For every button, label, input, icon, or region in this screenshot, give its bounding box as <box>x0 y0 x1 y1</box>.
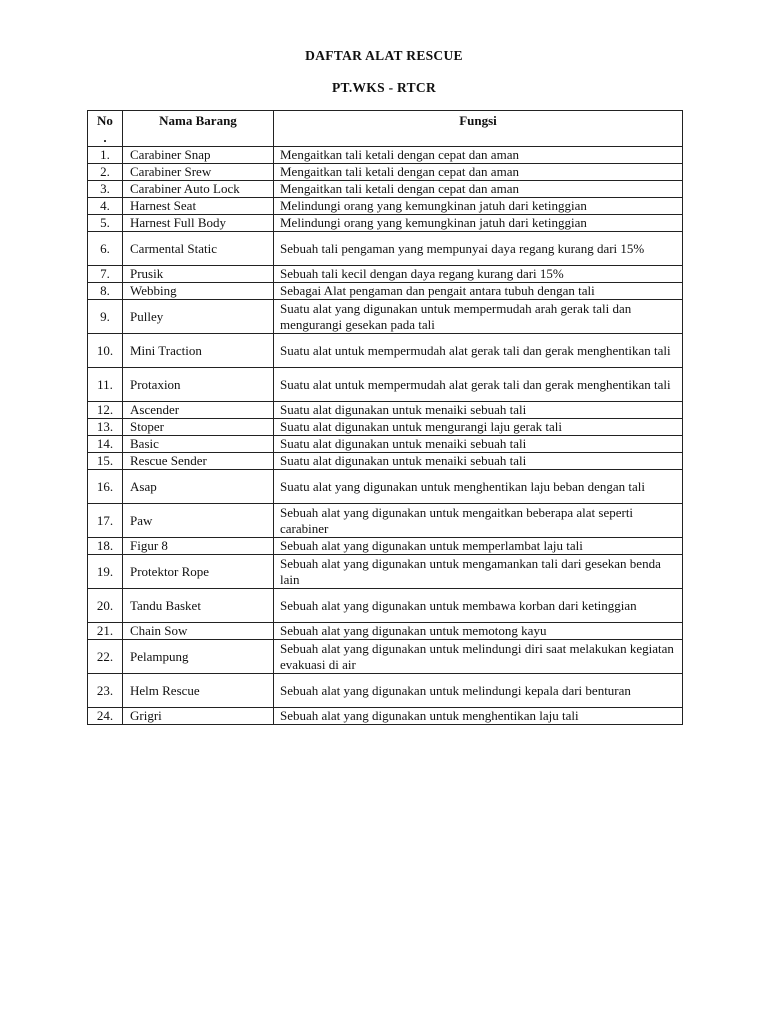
item-name: Grigri <box>123 708 274 725</box>
row-number: 21. <box>88 623 123 640</box>
row-number: 3. <box>88 181 123 198</box>
table-body <box>88 147 683 725</box>
row-number: 17. <box>88 504 123 538</box>
item-name: Stoper <box>123 419 274 436</box>
row-number: 23. <box>88 674 123 708</box>
item-function: Suatu alat yang digunakan untuk mempermudah arah gerak tali dan mengurangi gesekan pada tali <box>274 300 683 334</box>
item-name: Protaxion <box>123 368 274 402</box>
table-row <box>88 215 683 232</box>
item-name: Mini Traction <box>123 334 274 368</box>
rescue-equipment-table <box>87 110 683 725</box>
table-row <box>88 198 683 215</box>
table-row <box>88 453 683 470</box>
row-number: 10. <box>88 334 123 368</box>
header-no <box>88 111 123 147</box>
table-row <box>88 402 683 419</box>
header-name: Nama Barang <box>123 111 274 147</box>
item-function: Sebuah alat yang digunakan untuk melindungi kepala dari benturan <box>274 674 683 708</box>
item-name: Pelampung <box>123 640 274 674</box>
row-number: 24. <box>88 708 123 725</box>
table-row <box>88 538 683 555</box>
item-name: Ascender <box>123 402 274 419</box>
item-function: Melindungi orang yang kemungkinan jatuh dari ketinggian <box>274 198 683 215</box>
table-row <box>88 181 683 198</box>
item-name: Rescue Sender <box>123 453 274 470</box>
item-function: Sebuah alat yang digunakan untuk memperlambat laju tali <box>274 538 683 555</box>
table-row <box>88 300 683 334</box>
item-function: Sebuah tali kecil dengan daya regang kurang dari 15% <box>274 266 683 283</box>
row-number: 1. <box>88 147 123 164</box>
item-name: Harnest Seat <box>123 198 274 215</box>
row-number: 18. <box>88 538 123 555</box>
row-number: 12. <box>88 402 123 419</box>
row-number: 4. <box>88 198 123 215</box>
table-row <box>88 266 683 283</box>
item-name: Carmental Static <box>123 232 274 266</box>
row-number: 11. <box>88 368 123 402</box>
item-function: Sebuah alat yang digunakan untuk memotong kayu <box>274 623 683 640</box>
row-number: 2. <box>88 164 123 181</box>
table-row <box>88 470 683 504</box>
row-number: 20. <box>88 589 123 623</box>
item-function: Sebuah tali pengaman yang mempunyai daya regang kurang dari 15% <box>274 232 683 266</box>
table-row <box>88 436 683 453</box>
table-row <box>88 589 683 623</box>
item-function: Suatu alat digunakan untuk mengurangi laju gerak tali <box>274 419 683 436</box>
item-function: Suatu alat untuk mempermudah alat gerak tali dan gerak menghentikan tali <box>274 334 683 368</box>
item-function: Sebagai Alat pengaman dan pengait antara tubuh dengan tali <box>274 283 683 300</box>
item-function: Suatu alat digunakan untuk menaiki sebuah tali <box>274 436 683 453</box>
item-function: Melindungi orang yang kemungkinan jatuh dari ketinggian <box>274 215 683 232</box>
item-function: Suatu alat digunakan untuk menaiki sebuah tali <box>274 453 683 470</box>
item-name: Asap <box>123 470 274 504</box>
table-row <box>88 147 683 164</box>
item-function: Suatu alat digunakan untuk menaiki sebuah tali <box>274 402 683 419</box>
row-number: 15. <box>88 453 123 470</box>
item-name: Carabiner Snap <box>123 147 274 164</box>
item-name: Harnest Full Body <box>123 215 274 232</box>
item-name: Paw <box>123 504 274 538</box>
table-row <box>88 232 683 266</box>
table-row <box>88 674 683 708</box>
item-function: Sebuah alat yang digunakan untuk menghentikan laju tali <box>274 708 683 725</box>
table-row <box>88 708 683 725</box>
row-number: 14. <box>88 436 123 453</box>
item-name: Tandu Basket <box>123 589 274 623</box>
item-function: Mengaitkan tali ketali dengan cepat dan aman <box>274 164 683 181</box>
item-function: Sebuah alat yang digunakan untuk mengaitkan beberapa alat seperti carabiner <box>274 504 683 538</box>
item-name: Webbing <box>123 283 274 300</box>
table-row <box>88 640 683 674</box>
table-row <box>88 623 683 640</box>
item-function: Suatu alat yang digunakan untuk menghentikan laju beban dengan tali <box>274 470 683 504</box>
item-function: Suatu alat untuk mempermudah alat gerak tali dan gerak menghentikan tali <box>274 368 683 402</box>
item-function: Mengaitkan tali ketali dengan cepat dan aman <box>274 147 683 164</box>
header-function: Fungsi <box>274 111 683 147</box>
item-name: Basic <box>123 436 274 453</box>
row-number: 16. <box>88 470 123 504</box>
table-row <box>88 419 683 436</box>
item-name: Pulley <box>123 300 274 334</box>
table-row <box>88 555 683 589</box>
row-number: 19. <box>88 555 123 589</box>
item-name: Carabiner Auto Lock <box>123 181 274 198</box>
item-function: Sebuah alat yang digunakan untuk membawa korban dari ketinggian <box>274 589 683 623</box>
table-row <box>88 368 683 402</box>
item-name: Figur 8 <box>123 538 274 555</box>
row-number: 8. <box>88 283 123 300</box>
item-name: Carabiner Srew <box>123 164 274 181</box>
row-number: 7. <box>88 266 123 283</box>
row-number: 13. <box>88 419 123 436</box>
item-function: Mengaitkan tali ketali dengan cepat dan aman <box>274 181 683 198</box>
row-number: 5. <box>88 215 123 232</box>
row-number: 22. <box>88 640 123 674</box>
item-name: Chain Sow <box>123 623 274 640</box>
table-row <box>88 283 683 300</box>
table-row <box>88 164 683 181</box>
item-function: Sebuah alat yang digunakan untuk mengamankan tali dari gesekan benda lain <box>274 555 683 589</box>
table-row <box>88 334 683 368</box>
row-number: 9. <box>88 300 123 334</box>
item-name: Prusik <box>123 266 274 283</box>
table-row <box>88 504 683 538</box>
document-title: DAFTAR ALAT RESCUE <box>305 48 463 63</box>
row-number: 6. <box>88 232 123 266</box>
document-subtitle: PT.WKS - RTCR <box>331 80 437 95</box>
item-function: Sebuah alat yang digunakan untuk melindungi diri saat melakukan kegiatan evakuasi di air <box>274 640 683 674</box>
header-no-label: No . <box>97 113 113 145</box>
item-name: Helm Rescue <box>123 674 274 708</box>
item-name: Protektor Rope <box>123 555 274 589</box>
table-header-row <box>88 111 683 147</box>
